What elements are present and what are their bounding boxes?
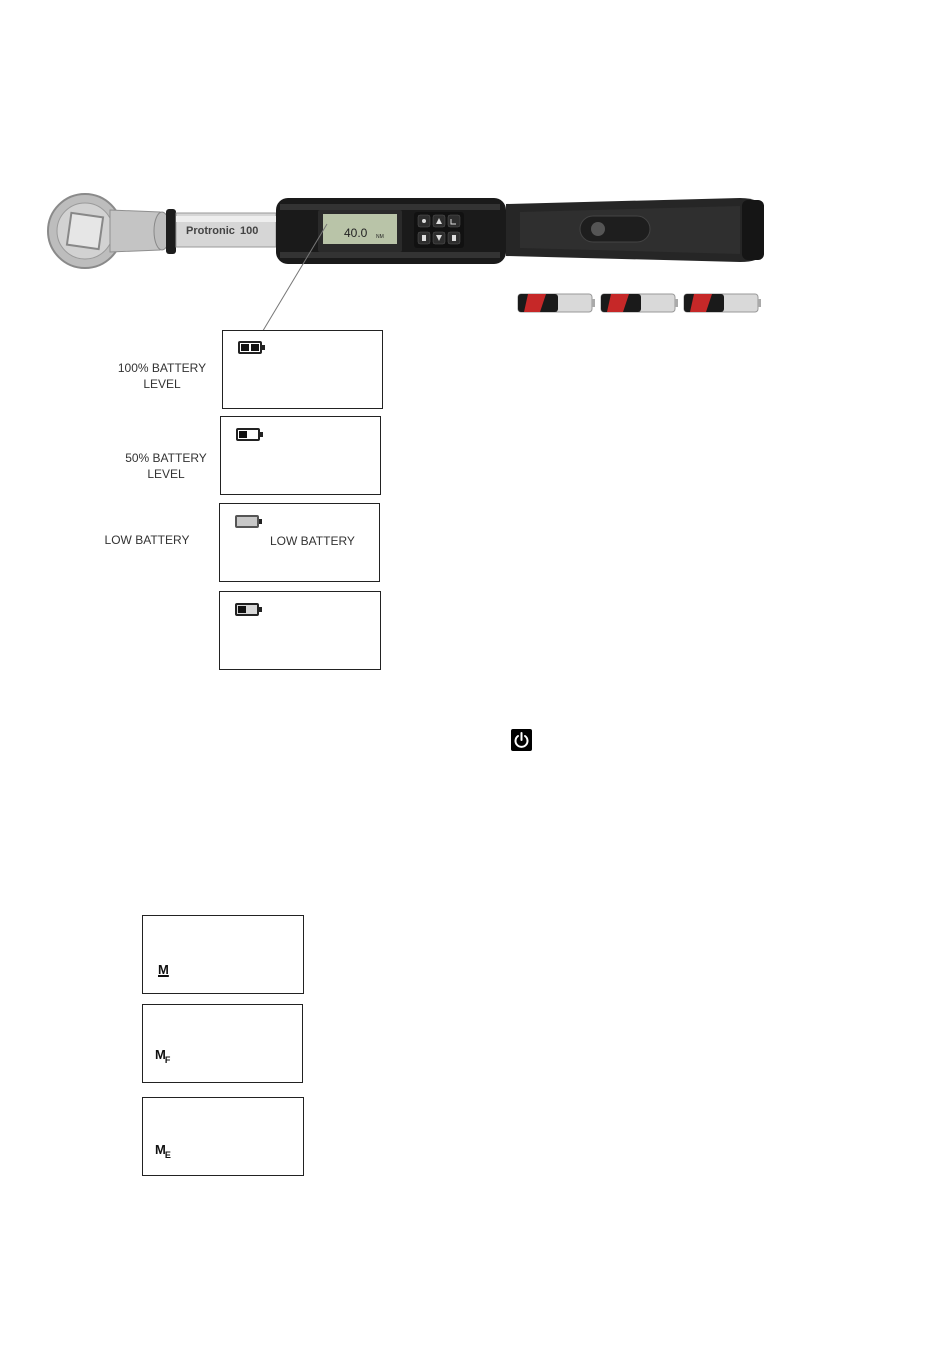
aa-batteries [516, 292, 761, 316]
callout-line [255, 222, 335, 337]
battery-empty-icon [235, 515, 259, 528]
battery-display-100 [222, 330, 383, 409]
battery-label-50: 50% BATTERY LEVEL [125, 451, 207, 481]
battery-half-icon [236, 428, 260, 441]
memory-mode-icon: M [158, 962, 169, 977]
battery-label-low: LOW BATTERY [104, 533, 190, 547]
square-drive [67, 213, 103, 249]
torque-readout: 40.0 [344, 226, 368, 240]
battery-half-icon [235, 603, 259, 616]
battery-display-charging [219, 591, 381, 670]
aa-battery-icon [518, 294, 595, 312]
brand-text: Protronic [186, 225, 235, 237]
aa-battery-icon [684, 294, 761, 312]
mode-display-memory-full [142, 1004, 303, 1083]
battery-full-icon [238, 341, 262, 354]
battery-label-100: 100% BATTERY LEVEL [117, 361, 207, 391]
torque-wrench-illustration [40, 190, 770, 270]
memory-empty-icon: $M_E$ [155, 1142, 171, 1160]
memory-full-icon: $M_F$ [155, 1047, 171, 1065]
low-battery-message: LOW BATTERY [270, 534, 355, 548]
power-icon [511, 729, 532, 751]
mode-display-memory [142, 915, 304, 994]
mode-display-memory-empty [142, 1097, 304, 1176]
keypad-button-enter [448, 215, 460, 227]
battery-display-low [219, 503, 380, 582]
battery-display-50 [220, 416, 381, 495]
aa-battery-icon [601, 294, 678, 312]
svg-text:NM: NM [376, 234, 384, 240]
svg-text:100: 100 [240, 225, 259, 237]
